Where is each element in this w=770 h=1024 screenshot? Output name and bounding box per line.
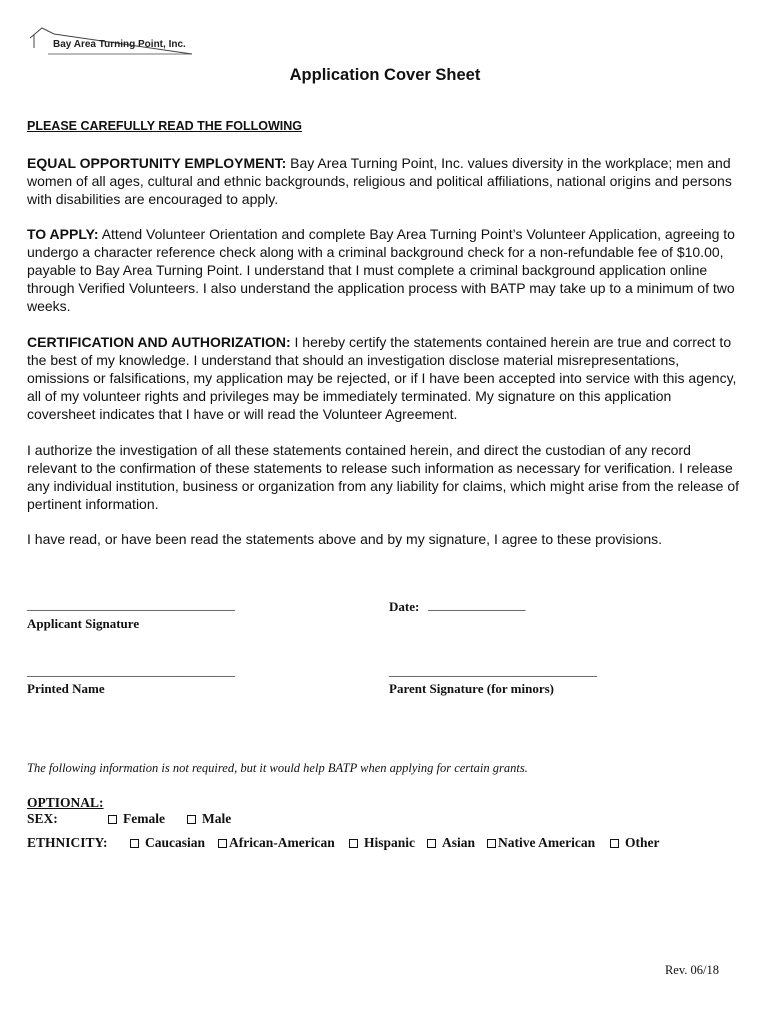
checkbox-icon[interactable]	[349, 839, 358, 848]
agreement-paragraph	[27, 530, 739, 548]
to-apply-heading: TO APPLY:	[27, 226, 99, 242]
checkbox-icon[interactable]	[427, 839, 436, 848]
ethnicity-option-native-american[interactable]	[487, 835, 595, 851]
parent-signature-label: Parent Signature (for minors)	[389, 681, 555, 696]
ethnicity-option-label: African-American	[229, 835, 335, 850]
read-instruction-heading: PLEASE CAREFULLY READ THE FOLLOWING	[27, 119, 303, 133]
certification-text: I hereby certify the statements contained herein are true and correct to the best of my knowledge. I understand that should an investigation disclose material misrepresentations, omissions or falsifications, my application may be rejected, or if I have been accepted into service with this agency, all of my volunteer rights and privileges may be immediately terminated. My signature on this application coversheet indicates that I have or will read the Volunteer Agreement.	[27, 334, 737, 422]
ethnicity-row	[27, 835, 747, 853]
sex-option-label: Male	[202, 811, 232, 826]
checkbox-icon[interactable]	[610, 839, 619, 848]
ethnicity-option-hispanic[interactable]	[349, 835, 415, 851]
ethnicity-option-label: Asian	[442, 835, 476, 850]
ethnicity-option-label: Hispanic	[364, 835, 416, 850]
checkbox-icon[interactable]	[487, 839, 496, 848]
checkbox-icon[interactable]	[218, 839, 227, 848]
checkbox-icon[interactable]	[187, 815, 196, 824]
equal-opportunity-paragraph	[27, 154, 739, 208]
sex-option-male[interactable]	[187, 811, 231, 827]
sex-label: SEX:	[27, 811, 58, 826]
applicant-signature-line[interactable]: ________________________________	[27, 597, 235, 612]
checkbox-icon[interactable]	[130, 839, 139, 848]
page-title: Application Cover Sheet	[289, 66, 481, 84]
optional-info-note: The following information is not required, but it would help BATP when applying for certain grants.	[27, 761, 528, 775]
date-line[interactable]: _______________	[428, 597, 526, 612]
certification-heading: CERTIFICATION AND AUTHORIZATION:	[27, 334, 291, 350]
optional-heading: OPTIONAL:	[27, 795, 104, 810]
sex-option-label: Female	[123, 811, 165, 826]
sex-option-female[interactable]	[108, 811, 165, 827]
equal-opportunity-heading: EQUAL OPPORTUNITY EMPLOYMENT:	[27, 155, 287, 171]
certification-paragraph	[27, 333, 739, 423]
date-label: Date:	[389, 599, 420, 614]
printed-name-line[interactable]: ________________________________	[27, 663, 235, 678]
logo-name: Bay Area Turning Point, Inc.	[53, 39, 186, 50]
ethnicity-label: ETHNICITY:	[27, 835, 108, 850]
parent-signature-line[interactable]: ________________________________	[389, 663, 597, 678]
to-apply-text: Attend Volunteer Orientation and complete Bay Area Turning Point’s Volunteer Application, agreeing to undergo a character reference check along with a criminal background check for a non-refundable fee of $10.00, payable to Bay Area Turning Point. I understand that I must complete a criminal background application online through Verified Volunteers. I also understand the application process with BATP may take up to a minimum of two weeks.	[27, 226, 735, 314]
company-logo	[28, 24, 193, 60]
to-apply-paragraph	[27, 225, 739, 315]
checkbox-icon[interactable]	[108, 815, 117, 824]
revision-date: Rev. 06/18	[664, 963, 719, 977]
authorization-paragraph	[27, 441, 739, 513]
ethnicity-option-asian[interactable]	[427, 835, 475, 851]
ethnicity-option-label: Other	[625, 835, 660, 850]
agreement-text: I have read, or have been read the statements above and by my signature, I agree to these provisions.	[27, 531, 663, 547]
ethnicity-option-african-american[interactable]	[218, 835, 335, 851]
ethnicity-option-other[interactable]	[610, 835, 660, 851]
ethnicity-option-caucasian[interactable]	[130, 835, 205, 851]
applicant-signature-label: Applicant Signature	[27, 616, 140, 631]
printed-name-label: Printed Name	[27, 681, 105, 696]
authorization-text: I authorize the investigation of all these statements contained herein, and direct the custodian of any record relevant to the confirmation of these statements to release such information as necessary for verification. I release any individual institution, business or organization from any liability for claims, which might arise from the release of pertinent information.	[27, 442, 739, 512]
ethnicity-option-label: Caucasian	[145, 835, 206, 850]
ethnicity-option-label: Native American	[498, 835, 596, 850]
equal-opportunity-text: Bay Area Turning Point, Inc. values diversity in the workplace; men and women of all ages, cultural and ethnic backgrounds, religious and political affiliations, national origins and persons with disabilities are encouraged to apply.	[27, 155, 732, 207]
sex-row	[27, 811, 327, 829]
